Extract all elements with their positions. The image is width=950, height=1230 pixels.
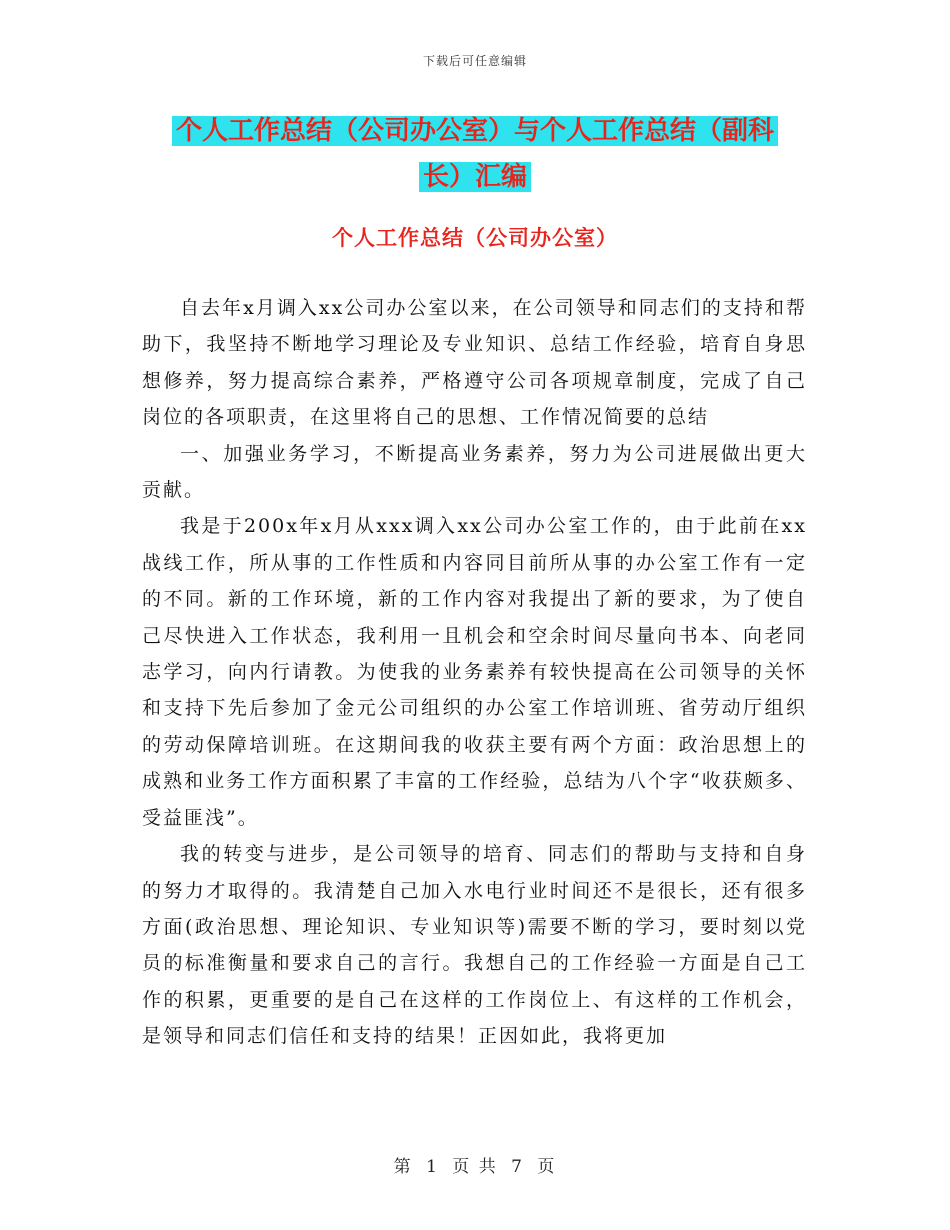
title-line-1: 个人工作总结（公司办公室）与个人工作总结（副科 (172, 116, 778, 146)
footer-middle: 页 共 (452, 1157, 498, 1177)
footer-suffix: 页 (537, 1157, 557, 1177)
title-line-2: 长）汇编 (419, 162, 531, 192)
paragraph: 我是于200x年x月从xxx调入xx公司办公室工作的，由于此前在xx战线工作，所从事的工作性质和内容同目前所从事的办公室工作有一定的不同。新的工作环境，新的工作内容对我提出了新的要求，为了使自己尽快进入工作状态，我利用一且机会和空余时间尽量向书本、向老同志学习，向内行请教。为使我的业务素养有较快提高在公司领导的关怀和支持下先后参加了金元公司组织的办公室工作培训班、省劳动厅组织的劳动保障培训班。在这期间我的收获主要有两个方面：政治思想上的成熟和业务工作方面积累了丰富的工作经验，总结为八个字“收获颇多、受益匪浅”。 (142, 515, 807, 829)
page-number: 1 (426, 1157, 439, 1177)
page-footer (0, 1152, 950, 1177)
document-title (140, 108, 810, 200)
page-total: 7 (511, 1157, 524, 1177)
paragraph: 自去年x月调入xx公司办公室以来，在公司领导和同志们的支持和帮助下，我坚持不断地学习理论及专业知识、总结工作经验，培育自身思想修养，努力提高综合素养，严格遵守公司各项规章制度，完成了自己岗位的各项职责，在这里将自己的思想、工作情况简要的总结 (142, 297, 807, 429)
paragraph: 我的转变与进步，是公司领导的培育、同志们的帮助与支持和自身的努力才取得的。我清楚自己加入水电行业时间还不是很长，还有很多方面(政治思想、理论知识、专业知识等)需要不断的学习，要时刻以党员的标准衡量和要求自己的言行。我想自己的工作经验一方面是自己工作的积累，更重要的是自己在这样的工作岗位上、有这样的工作机会，是领导和同志们信任和支持的结果！正因如此，我将更加 (142, 843, 807, 1048)
header-note: 下载后可任意编辑 (422, 54, 527, 68)
footer-prefix: 第 (393, 1157, 413, 1177)
paragraph: 一、加强业务学习，不断提高业务素养，努力为公司进展做出更大贡献。 (142, 442, 807, 502)
section-title: 个人工作总结（公司办公室） (332, 226, 618, 250)
body-text (142, 290, 807, 1055)
